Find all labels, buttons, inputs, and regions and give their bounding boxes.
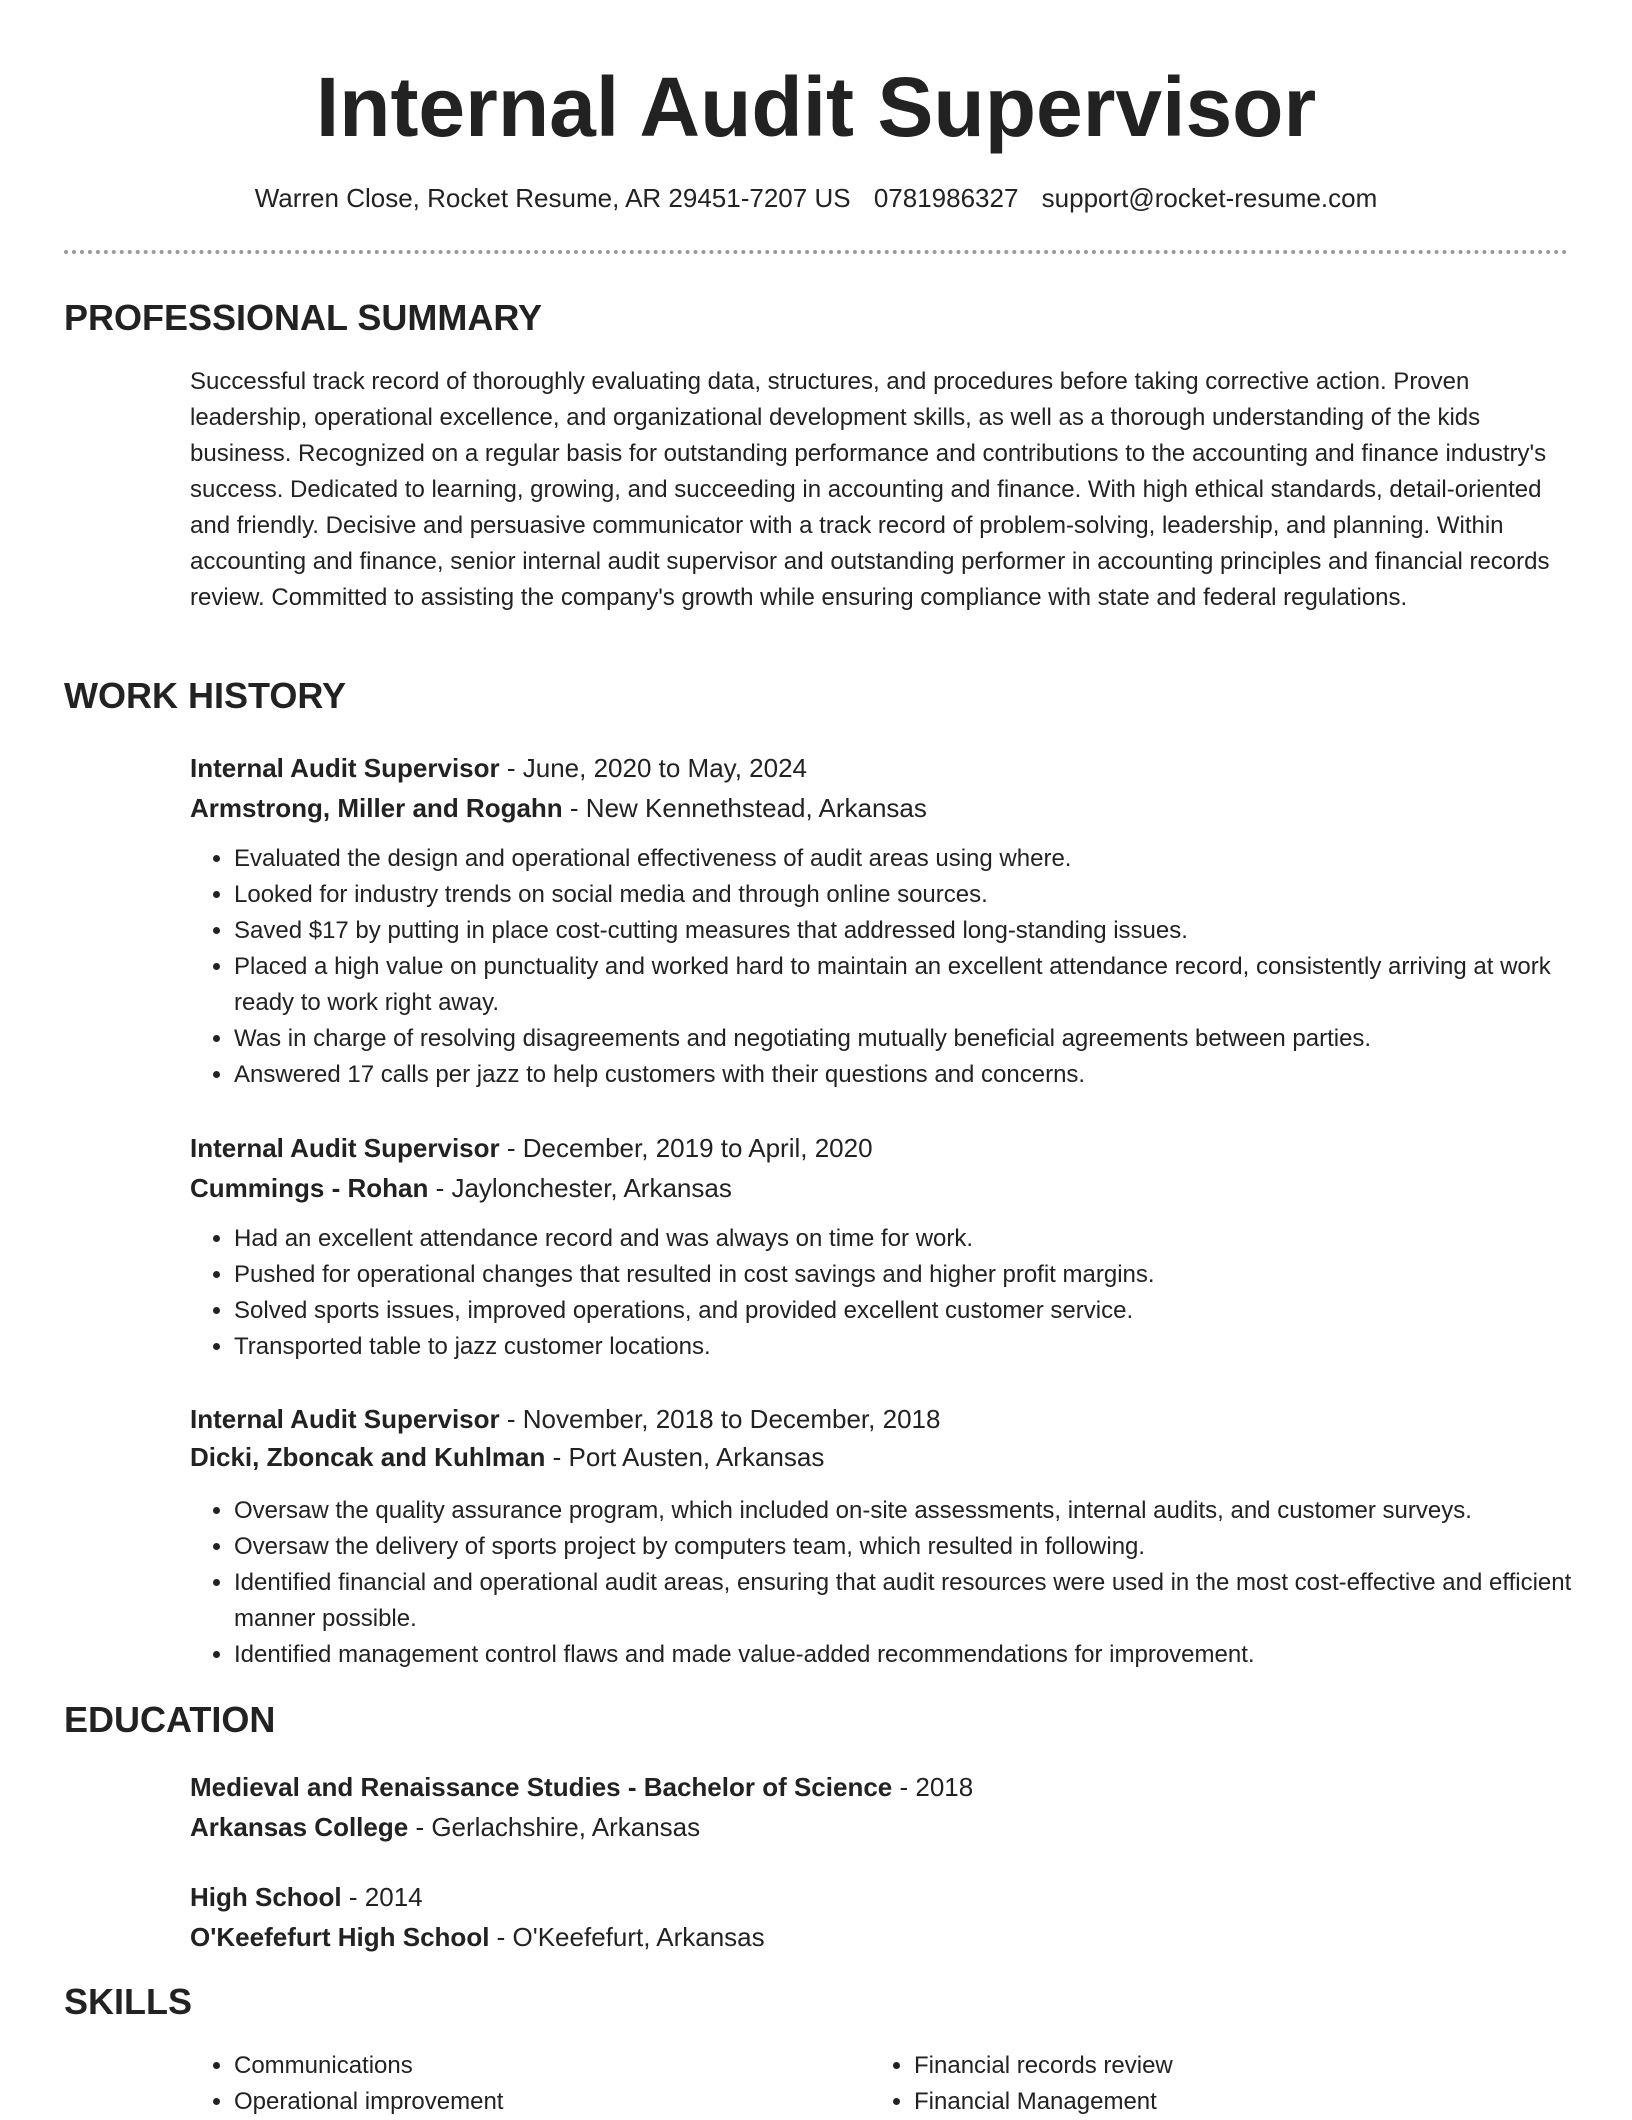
list-item: • Saved $17 by putting in place cost-cutting measures that addressed long-standing issues. [234,913,1614,949]
job-role: Internal Audit Supervisor [190,1133,500,1163]
list-item: • Solved sports issues, improved operations, and provided excellent customer service. [234,1293,1614,1329]
list-item: • Transported table to jazz customer locations. [234,1329,1614,1365]
section-title-work-history: WORK HISTORY [64,675,347,716]
skill-item: • Operational improvement [234,2084,834,2120]
education-degree-line [190,1767,1570,1807]
job-dates: - June, 2020 to May, 2024 [499,753,808,783]
job-title-line [190,1399,1570,1439]
education-degree: Medieval and Renaissance Studies - Bachelor of Science [190,1772,893,1802]
job-company-line [190,1437,1570,1477]
list-item: • Had an excellent attendance record and was always on time for work. [234,1221,1614,1257]
education-degree-line [190,1877,1570,1917]
contact-phone: 0781986327 [873,183,1019,213]
list-item: • Oversaw the delivery of sports project by computers team, which resulted in following. [234,1529,1614,1565]
header-divider [64,250,1568,254]
job-company: Cummings - Rohan [190,1173,429,1203]
education-school: Arkansas College [190,1812,409,1842]
education-school-line [190,1807,1570,1847]
job-location: - Port Austen, Arkansas [545,1442,825,1472]
job-company: Dicki, Zboncak and Kuhlman [190,1442,546,1472]
job-role: Internal Audit Supervisor [190,753,500,783]
job-title-line [190,748,1570,788]
list-item: • Was in charge of resolving disagreements and negotiating mutually beneficial agreements between parties. [234,1021,1614,1057]
section-title-summary: PROFESSIONAL SUMMARY [64,297,543,338]
job-company-line [190,788,1570,828]
education-school: O'Keefefurt High School [190,1922,490,1952]
job-dates: - December, 2019 to April, 2020 [499,1133,873,1163]
list-item: • Oversaw the quality assurance program, which included on-site assessments, internal audits, and customer surveys. [234,1493,1614,1529]
education-year: - 2014 [341,1882,423,1912]
job-role: Internal Audit Supervisor [190,1404,500,1434]
list-item: • Evaluated the design and operational effectiveness of audit areas using where. [234,841,1614,877]
job-company-line [190,1168,1570,1208]
job-location: - New Kennethstead, Arkansas [562,793,927,823]
skills-list-right [870,2048,1514,2120]
list-item: • Placed a high value on punctuality and worked hard to maintain an excellent attendance record, consistently arriving at work ready to work right away. [234,949,1614,1021]
education-degree: High School [190,1882,342,1912]
list-item: • Looked for industry trends on social media and through online sources. [234,877,1614,913]
section-title-education: EDUCATION [64,1699,276,1740]
job-dates: - November, 2018 to December, 2018 [499,1404,941,1434]
list-item: • Answered 17 calls per jazz to help customers with their questions and concerns. [234,1057,1614,1093]
list-item: • Identified financial and operational audit areas, ensuring that audit resources were used in the most cost-effective and efficient manner possible. [234,1565,1614,1637]
summary-text: Successful track record of thoroughly evaluating data, structures, and procedures before taking corrective action. Proven leadership, operational excellence, and organizational development skills, as well as a thorough understanding of the kids business. Recognized on a regular basis for outstanding performance and contributions to the accounting and finance industry's success. Dedicated to learning, growing, and succeeding in accounting and finance. With high ethical standards, detail-oriented and friendly. Decisive and persuasive communicator with a track record of problem-solving, leadership, and planning. Within accounting and finance, senior internal audit supervisor and outstanding performer in accounting principles and financial records review. Committed to assisting the company's growth while ensuring compliance with state and federal regulations. [190,368,1550,611]
job-location: - Jaylonchester, Arkansas [428,1173,732,1203]
skill-item: • Communications [234,2048,834,2084]
education-location: - Gerlachshire, Arkansas [408,1812,701,1842]
job-company: Armstrong, Miller and Rogahn [190,793,563,823]
education-school-line [190,1917,1570,1957]
job-bullets [190,1493,1614,1673]
section-title-skills: SKILLS [64,1981,193,2022]
contact-address: Warren Close, Rocket Resume, AR 29451-7207 US [254,183,851,213]
contact-email: support@rocket-resume.com [1041,183,1378,213]
list-item: • Pushed for operational changes that resulted in cost savings and higher profit margins. [234,1257,1614,1293]
resume-name: Internal Audit Supervisor [315,60,1317,154]
education-year: - 2018 [892,1772,974,1802]
skill-item: • Financial Management [914,2084,1514,2120]
skills-list-left [190,2048,834,2120]
education-location: - O'Keefefurt, Arkansas [489,1922,765,1952]
job-bullets [190,841,1614,1093]
job-bullets [190,1221,1614,1365]
job-title-line [190,1128,1570,1168]
list-item: • Identified management control flaws and made value-added recommendations for improvement. [234,1637,1614,1673]
skill-item: • Financial records review [914,2048,1514,2084]
contact-line [0,180,1632,216]
